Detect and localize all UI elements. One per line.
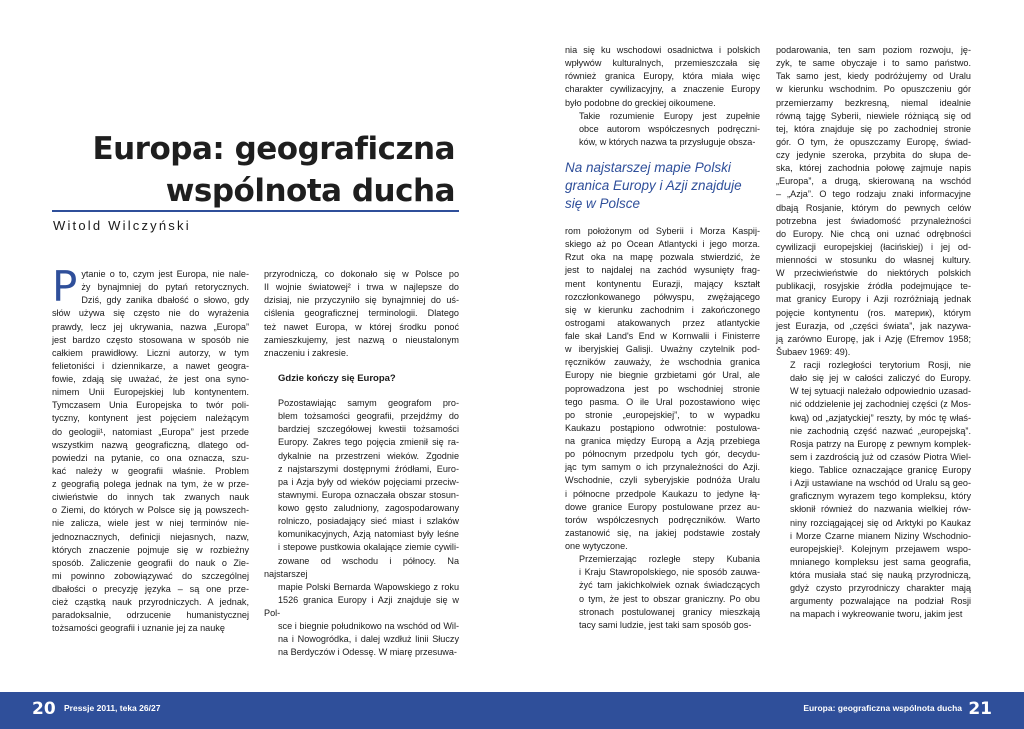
text-line: ręczników zauważy, że wschodnia granica [565, 357, 760, 368]
text-line: nie zalicza, wiele jest w niej terminów nie- [52, 518, 249, 529]
text-line: kać należy w geografii właśnie. Problem [52, 465, 249, 476]
column-4 [776, 44, 971, 622]
text-line: stawnymi. Europa oznaczała obszar stosun- [278, 489, 459, 500]
text-line: mapie Polski Bernarda Wapowskiego z roku [278, 581, 459, 592]
text-line: się w kierunku zachodnim i zakończonego [565, 304, 760, 315]
text-line: europejskiej³. Kolejnym przejawem wspo- [790, 543, 971, 554]
author-name: Witold Wilczyński [53, 218, 191, 233]
column-4-paragraph-1 [776, 44, 971, 359]
text-line: jednoznacznych, definicji niejasnych, nazw, [52, 531, 249, 542]
text-line: Rzut oka na mapę pozwala stwierdzić, że [565, 252, 760, 263]
column-3-paragraph-2 [565, 110, 760, 149]
text-line: torów współczesnych podręczników. Warto [565, 514, 760, 525]
text-line: rozczłonkowanego półwyspu, zwężającego [565, 291, 760, 302]
text-line: potrzebna jest świadomość przynależności [776, 215, 971, 226]
journal-info: Pressje 2011, teka 26/27 [64, 703, 161, 713]
text-line: mi powinno zobowiązywać do szczególnej [52, 570, 249, 581]
text-line: W tej sytuacji należało odpowiednio uzasad- [790, 386, 971, 397]
text-line: dbają Rosjanie, którym do pewnych celów [776, 202, 971, 213]
column-4-paragraph-2 [776, 359, 971, 622]
text-line: z geografią polega jednak na tym, że w prze- [52, 479, 249, 489]
text-line: ciślenia geograficznej terminologii. Dlatego [264, 308, 459, 319]
text-line: sce i biegnie południkowo na wschód od Wil- [278, 621, 459, 632]
text-line: tacy sami ludzie, jest taki sam sposób gos- [579, 619, 752, 630]
text-line: do geologii¹, natomiast „Europa” jest przede [52, 426, 249, 437]
text-line: jest bardzo często stosowana w sposób nie [52, 334, 249, 345]
text-line: skiego aż po Ocean Atlantycki i jego morza. [565, 239, 760, 250]
text-line: znaczeniu i zakresie. [264, 347, 349, 358]
text-line: tożsamości geografii i uznanie jej za naukę [52, 623, 225, 634]
text-line: dbałości o precyzję języka – są one prze- [52, 584, 249, 594]
text-line: tego pasma. O ile Ural pozostawiono więc [565, 396, 760, 407]
text-line: w iberyjskiej Galisji. Uważny czytelnik pod- [565, 344, 760, 355]
text-line: powiedzi na pytanie, co ona oznacza, szu- [52, 452, 249, 463]
text-line: Pozostawiając samym geografom pro- [278, 398, 459, 408]
text-line: po stronie „europejskiej”, to w wypadku [565, 409, 760, 420]
text-line: poprowadzona jest po wschodniej stronie [565, 383, 760, 394]
text-line: przemierzamy bezkresną, niemal idealnie [776, 97, 971, 108]
text-line: publikacji, rosyjskie źródła podejmujące te- [776, 281, 971, 292]
column-2-paragraph-1 [264, 268, 459, 360]
text-line: Takie rozumienie Europy jest zupełnie [579, 110, 760, 121]
text-line: których znaczenie pojmuje się w rozbieżny [52, 544, 249, 555]
text-line: 1526 granica Europy i Azji znajduje się w Pol- [264, 594, 459, 618]
text-line: kiego. Tablice oznaczające granicę Europy [790, 465, 971, 475]
text-line: pojęcie kontynentu (ros. материк), którym [776, 307, 971, 318]
text-line: ostrogami atakowanych przez atlantyckie [565, 317, 760, 328]
text-line: – „Azja”. O tego rodzaju znaki informacyjne [776, 189, 971, 200]
text-line: ży bynajmniej do pytań retorycznych. [81, 282, 249, 293]
text-line: bardziej szczegółowej kwestii tożsamości [278, 424, 459, 435]
text-line: sem i zazdrością już od czasów Piotra Wiel- [790, 451, 971, 462]
text-line: II wojnie światowej² i trwa w najlepsze do [264, 282, 459, 293]
text-line: było podobne do greckiej oikoumene. [565, 97, 716, 108]
text-line: nić oddzielenie jej zachodniej części (z Mos- [790, 399, 971, 410]
text-line: fale skał Land's End w Kornwalii i Finisterre [565, 331, 760, 341]
title-line-2: wspólnota ducha [165, 173, 455, 209]
column-3-paragraph-3 [565, 225, 760, 553]
text-line: dykalnie na przestrzeni wieków. Zgodnie [278, 450, 459, 461]
column-1 [52, 262, 249, 636]
column-2 [264, 268, 459, 660]
text-line: gdyż czysto przyrodniczy charakter mają [790, 583, 971, 594]
text-line: skłonił również do nazwania wielkiej rów- [790, 504, 971, 515]
text-line: ją zarówno Europę, jak i Azję (Efremov 1958; [776, 333, 971, 344]
text-line: tyczny, kontynent jest pojęciem należącym [52, 413, 249, 424]
text-line: Wschodnie, czyli syberyjskie podnóża Uralu [565, 475, 760, 486]
text-line: niny rozciągającej się od Arktyki po Kaukaz [790, 517, 971, 528]
text-line: nia się ku wschodowi osadnictwa i polskich [565, 45, 760, 55]
text-line: one wytyczone. [565, 541, 628, 551]
text-line: po północnym przedpolu tych gór, decydu- [565, 449, 760, 460]
text-line: rom położonym od Syberii i Morza Kaspij- [565, 226, 760, 236]
text-line: czy jedynie szeroka, przybita do słupa de- [776, 150, 971, 160]
text-line: z najstarszymi dostępnymi źródłami, Euro- [278, 463, 459, 474]
column-2-paragraph-2 [264, 397, 459, 660]
text-line: cywilizacji europejskiej (łacińskiej) i jej od- [776, 241, 971, 252]
footer-bar [0, 692, 1024, 729]
text-line: gór. O tym, że opuszczamy Europę, świad- [776, 136, 971, 147]
text-line: jest to najdalej na zachód wysunięty frag- [565, 265, 760, 276]
text-line: prawdy, lecz jej ukrywania, nazwa „Europa” [52, 321, 249, 332]
text-line: ska, której zachodnia połowę zajmuje napis [776, 163, 971, 174]
text-line: na mapach i wykreowanie tworu, jakim jest [790, 609, 963, 620]
text-line: zyk, te same obyczaje i to samo państwo. [776, 58, 971, 69]
text-line: nimem Unii Europejskiej lub kontynentem. [52, 387, 249, 398]
text-line: jąc tym samym o ich przynależności do Azji. [565, 462, 760, 473]
text-line: dowe granice Europy postulowane przez au- [565, 501, 760, 512]
text-line: przyrodniczą, co dokonało się w Polsce po [264, 269, 459, 279]
text-line: zamieszkujemy, jest nazwą o nieustalonym [264, 334, 459, 345]
text-line: komunikacyjnych, Azją natomiast były leśne [278, 529, 459, 540]
text-line: Tymczasem Unia Europejska to twór poli- [52, 400, 249, 411]
text-line: Przemierzając rozległe stepy Kubania [579, 554, 760, 565]
text-line: słów używa się często nie do wyrażenia [52, 308, 249, 319]
title-divider [52, 210, 459, 212]
text-line: mat granicy Europy i Azji rozróżniają jednak [776, 294, 971, 305]
text-line: fowie, zdają się uważać, że jest ona syno- [52, 374, 249, 384]
text-line: W przeciwieństwie do niektórych polskich [776, 268, 971, 279]
text-line: argumenty pozwalające na podział Rosji [790, 596, 971, 607]
text-line: Europy. Zakres tego pojęcia zmienił się ra- [278, 437, 459, 448]
text-line: całkiem prawidłowy. Liczni autorzy, w tym [52, 347, 249, 358]
pull-quote: Na najstarszej mapie Polski granica Europy i Azji znajduje się w Polsce [565, 160, 742, 211]
page-number-right: 21 [968, 699, 992, 719]
left-page [0, 0, 512, 692]
text-line: o Ziemi, do których w Polsce się ją powszech- [52, 505, 249, 516]
running-title: Europa: geograficzna wspólnota ducha [803, 703, 962, 713]
text-line: podarowania, ten sam poziom rozwoju, ję- [776, 45, 971, 55]
text-line: graficznym wyrazem tego kompleksu, który [790, 491, 971, 502]
text-line: zastanowić się, na jakiej podstawie zostały [565, 527, 760, 538]
text-line: w kierunku wschodnim. Po opuszczeniu gór [776, 84, 971, 95]
section-heading: Gdzie kończy się Europa? [278, 372, 396, 384]
article-title [60, 128, 455, 212]
text-line: felietoniści i dziennikarze, a nawet geogra- [52, 360, 249, 371]
text-line: wpływów kulturalnych, przemieszczała się [565, 58, 760, 69]
text-line: i Kraju Stawropolskiego, nie sposób zauwa- [579, 567, 760, 578]
text-line: kwą) od „azjatyckiej” reszty, by móc tę właś- [790, 412, 971, 423]
text-line: żyć tam jakichkolwiek oznak świadczących [579, 580, 760, 591]
text-line: i północne przedpole Kaukazu to jedyne łą- [565, 488, 760, 499]
drop-cap: P [52, 262, 78, 311]
column-3-paragraph-4 [565, 553, 760, 632]
text-line: i stepowe pustkowia okalające ziemie cywili- [278, 542, 459, 553]
text-line: tej, która znajduje się po zachodniej stronie [776, 123, 971, 134]
text-line: i Morze Czarne mianem Niziny Wschodnio- [790, 530, 971, 541]
text-line: do Europy. Nie chcą oni uznać odrębności [776, 228, 971, 239]
text-line: pa i Azja były od wieków pojęciami przeciw- [278, 476, 459, 487]
title-line-1: Europa: geograficzna [92, 131, 455, 167]
text-line: ment kontynentu Eurazji, mający kształt [565, 278, 760, 289]
text-line: obce autorom współczesnych podręczni- [579, 123, 760, 134]
text-line: równą tajgę Syberii, niewiele różniącą się od [776, 110, 971, 121]
text-line: Z racji rozległości terytorium Rosji, nie [790, 360, 971, 370]
text-line: ciwieństwie do innych tak zwanych nauk [52, 492, 249, 503]
text-line: blem tożsamości geografii, przejdźmy do [278, 411, 459, 422]
text-line: rolniczo, posiadający sieć miast i szlaków [278, 516, 459, 527]
text-line: kowo gęsto zaludniony, zagospodarowany [278, 503, 459, 513]
text-line: też nawet Europa, w której środku ponoć [264, 321, 459, 332]
text-line: Kaukazu postąpiono odwrotnie: postulowa- [565, 422, 760, 433]
page-number-left: 20 [32, 699, 56, 719]
text-line: Europy nie biegnie grzbietami gór Ural, ale [565, 370, 760, 381]
text-line: charakter cywilizacyjny, a znaczenie Europy [565, 84, 760, 95]
text-line: ków, w których nazwa ta przysługuje obsza- [579, 136, 756, 147]
text-line: dało się jej w całości zaliczyć do Europy. [790, 373, 971, 384]
text-line: Dziś, gdy zanika dbałość o słowo, gdy [81, 295, 249, 306]
text-line: stronach postulowanej granicy mieszkają [579, 606, 760, 617]
text-line: wszystkim nazwą geograficzną, dlatego od- [52, 439, 249, 450]
text-line: na Berdyczów i Odessę. W miarę przesuwa- [278, 647, 457, 658]
text-line: cież cząstką nauk przyrodniczych. A jednak, [52, 597, 249, 608]
text-line: o tym, że jest to obszar graniczny. Po obu [579, 593, 760, 604]
column-3 [565, 44, 760, 632]
text-line: sposób. Zaliczenie geografii do nauk o Zie- [52, 557, 249, 568]
text-line: Rosja patrzy na Europę z pewnym komplek- [790, 438, 971, 449]
text-line: zowane od wschodu i północy. Na najstarszej [264, 555, 459, 579]
text-line: i Azji ustawiane na wschód od Uralu są geo- [790, 478, 971, 489]
text-line: dzisiaj, nie przyczyniło się bynajmniej do uś- [264, 295, 459, 306]
text-line: na i Nowogródka, i dalej wzdłuż linii Słuczy [278, 634, 459, 645]
text-line: mnianego kompleksu jest sama geografia, [790, 556, 971, 567]
text-line: ytanie o to, czym jest Europa, nie nale- [81, 269, 249, 279]
text-line: paradoksalnie, odrzucenie humanistycznej [52, 610, 249, 621]
column-3-paragraph-1 [565, 44, 760, 110]
text-line: która musiała stać się nauką przyrodniczą, [790, 570, 971, 580]
right-page [512, 0, 1024, 692]
text-line: również granica Europy, która miała więc [565, 71, 760, 82]
text-line: na granica między Europą a Azją przebiega [565, 436, 760, 446]
text-line: jest Eurazja, od „części świata”, jak nazywa- [776, 320, 971, 331]
column-1-text [52, 262, 249, 636]
text-line: nie zachodnią część nazwać „europejską”. [790, 425, 971, 436]
text-line: Tak samo jest, kiedy podróżujemy od Uralu [776, 71, 971, 82]
text-line: Šubaev 1969: 49). [776, 346, 851, 357]
text-line: „Europa”, a drugą, skierowaną na wschód [776, 176, 971, 187]
text-line: mienności w stosunku do własnej kultury. [776, 255, 971, 265]
